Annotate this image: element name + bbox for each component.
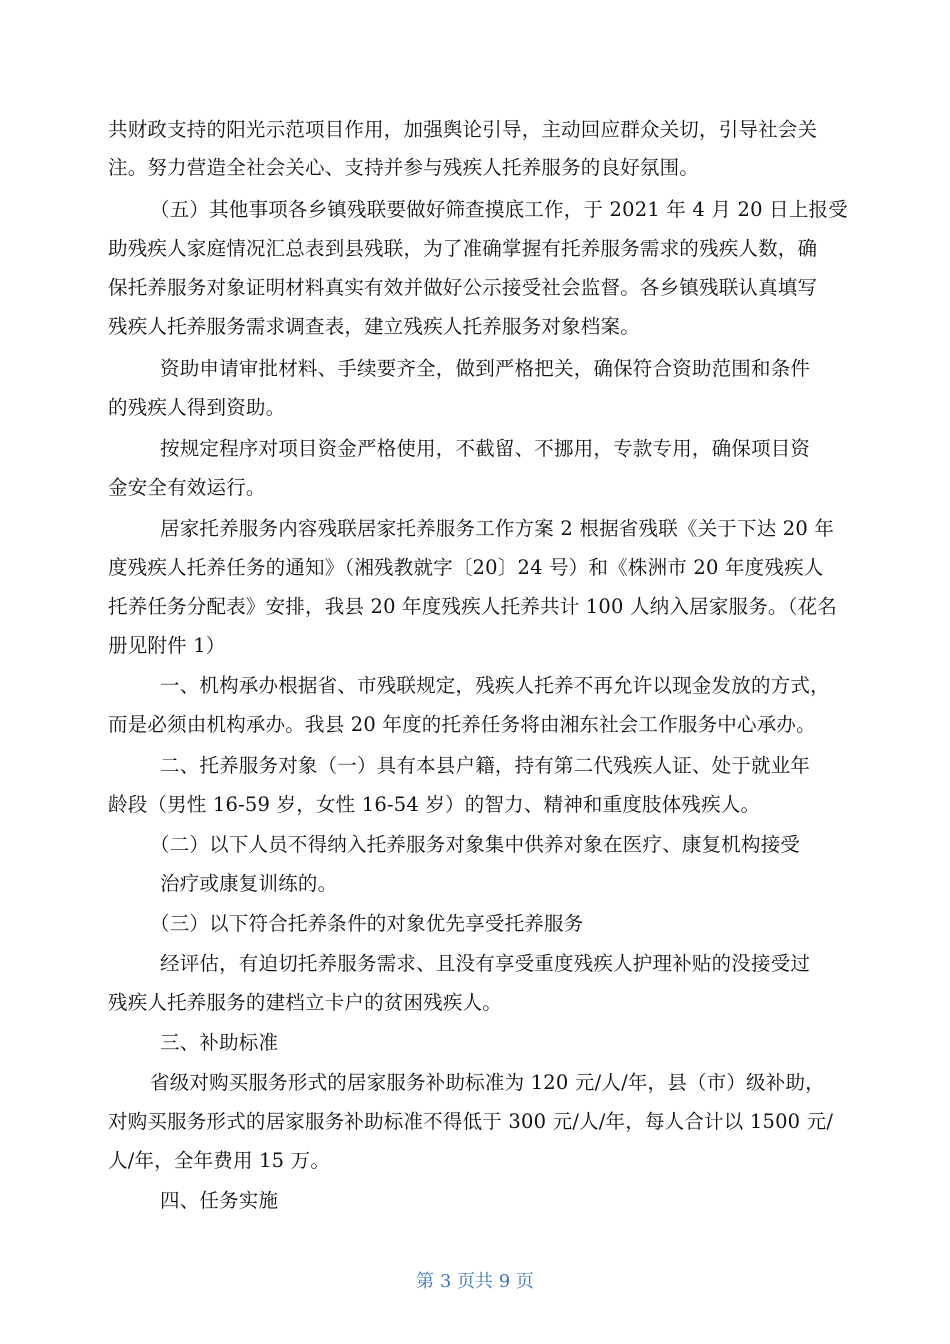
text-line: 册见附件 1） [108, 634, 226, 657]
text-line: （三）以下符合托养条件的对象优先享受托养服务 [150, 912, 584, 935]
text-line: 经评估，有迫切托养服务需求、且没有享受重度残疾人护理补贴的没接受过 [160, 952, 811, 975]
text-line: 助残疾人家庭情况汇总表到县残联，为了准确掌握有托养服务需求的残疾人数，确 [108, 237, 818, 260]
text-line: 省级对购买服务形式的居家服务补助标准为 120 元/人/年，县（市）级补助， [150, 1071, 825, 1094]
text-line: 残疾人托养服务需求调查表，建立残疾人托养服务对象档案。 [108, 315, 640, 338]
page-number-footer: 第 3 页共 9 页 [416, 1271, 534, 1292]
text-line: 治疗或康复训练的。 [160, 872, 338, 895]
text-line: （五）其他事项各乡镇残联要做好筛查摸底工作，于 2021 年 4 月 20 日上报受 [150, 198, 848, 221]
text-line: 三、补助标准 [160, 1031, 279, 1054]
text-line: （二）以下人员不得纳入托养服务对象集中供养对象在医疗、康复机构接受 [150, 833, 801, 856]
text-line: 龄段（男性 16-59 岁，女性 16-54 岁）的智力、精神和重度肢体残疾人。 [108, 793, 761, 816]
text-line: 按规定程序对项目资金严格使用，不截留、不挪用，专款专用，确保项目资 [160, 437, 811, 460]
text-line: 的残疾人得到资助。 [108, 396, 286, 419]
text-line: 残疾人托养服务的建档立卡户的贫困残疾人。 [108, 991, 503, 1014]
text-line: 二、托养服务对象（一）具有本县户籍，持有第二代残疾人证、处于就业年 [160, 754, 811, 777]
text-line: 居家托养服务内容残联居家托养服务工作方案 2 根据省残联《关于下达 20 年 [160, 517, 835, 540]
text-line: 保托养服务对象证明材料真实有效并做好公示接受社会监督。各乡镇残联认真填写 [108, 276, 818, 299]
text-line: 托养任务分配表》安排，我县 20 年度残疾人托养共计 100 人纳入居家服务。（花名 [108, 595, 837, 618]
text-line: 对购买服务形式的居家服务补助标准不得低于 300 元/人/年，每人合计以 1500 元/ [108, 1110, 834, 1133]
text-line: 人/年，全年费用 15 万。 [108, 1149, 331, 1172]
text-line: 而是必须由机构承办。我县 20 年度的托养任务将由湘东社会工作服务中心承办。 [108, 713, 816, 736]
text-line: 金安全有效运行。 [108, 476, 266, 499]
text-line: 注。努力营造全社会关心、支持并参与残疾人托养服务的良好氛围。 [108, 156, 700, 179]
text-line: 一、机构承办根据省、市残联规定，残疾人托养不再允许以现金发放的方式， [160, 674, 830, 697]
text-line: 四、任务实施 [160, 1189, 279, 1212]
text-line: 资助申请审批材料、手续要齐全，做到严格把关，确保符合资助范围和条件 [160, 357, 811, 380]
text-line: 度残疾人托养任务的通知》（湘残教就字〔20〕24 号）和《株洲市 20 年度残疾人 [108, 556, 824, 579]
text-line: 共财政支持的阳光示范项目作用，加强舆论引导，主动回应群众关切，引导社会关 [108, 118, 818, 141]
